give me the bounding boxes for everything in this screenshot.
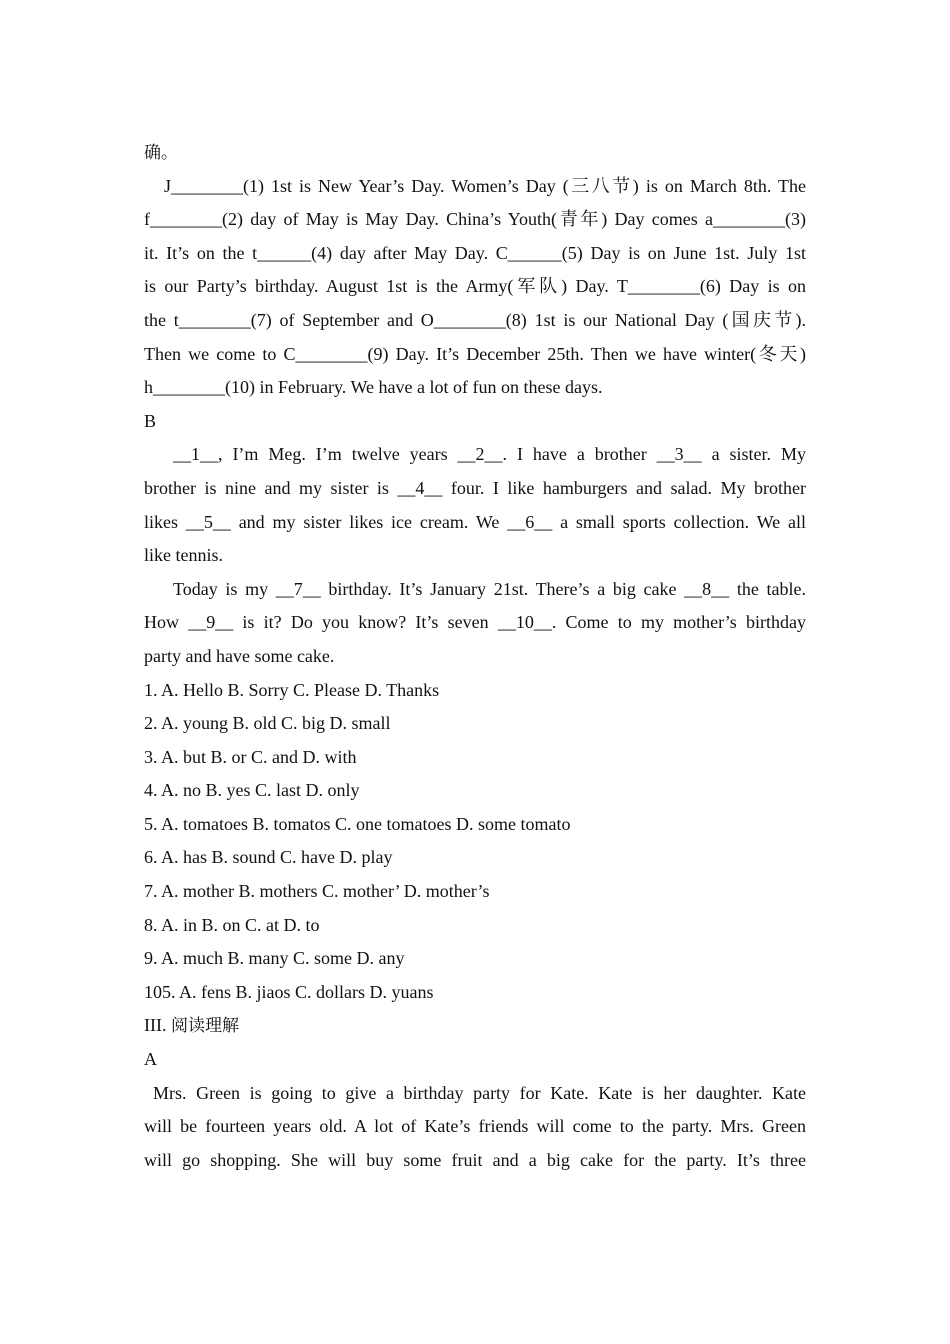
option-line: 2. A. young B. old C. big D. small xyxy=(144,713,391,734)
passage-b-line-4: like tennis. xyxy=(144,545,223,566)
fill-line-6: Then we come to C________(9) Day. It’s December 25th. Then we have winter(冬天) xyxy=(144,343,806,364)
document-content xyxy=(144,136,806,1177)
passage-b-line-5: Today is my __7__ birthday. It’s January 21st. There’s a big cake __8__ the table. xyxy=(173,578,806,599)
option-line: 1. A. Hello B. Sorry C. Please D. Thanks xyxy=(144,679,440,700)
option-line: 8. A. in B. on C. at D. to xyxy=(144,914,320,935)
passage-b-line-2: brother is nine and my sister is __4__ four. I like hamburgers and salad. My brother xyxy=(144,477,806,498)
section-b-heading: B xyxy=(144,410,157,431)
intro-tail: 确。 xyxy=(144,143,178,163)
reading-a-line-1: Mrs. Green is going to give a birthday party for Kate. Kate is her daughter. Kate xyxy=(153,1082,806,1103)
option-line: 5. A. tomatoes B. tomatos C. one tomatoes D. some tomato xyxy=(144,813,571,834)
passage-b-line-1: __1__, I’m Meg. I’m twelve years __2__. I have a brother __3__ a sister. My xyxy=(173,444,806,465)
option-line: 6. A. has B. sound C. have D. play xyxy=(144,847,393,868)
passage-b-line-7: party and have some cake. xyxy=(144,645,335,666)
reading-a-line-2: will be fourteen years old. A lot of Kate’s friends will come to the party. Mrs. Green xyxy=(144,1116,806,1137)
option-line: 3. A. but B. or C. and D. with xyxy=(144,746,357,767)
section-iii-heading: III. 阅读理解 xyxy=(144,1015,239,1037)
fill-line-2: f________(2) day of May is May Day. China’s Youth(青年) Day comes a________(3) xyxy=(144,209,806,230)
fill-line-5: the t________(7) of September and O________(8) 1st is our National Day (国庆节). xyxy=(144,309,806,330)
option-line: 4. A. no B. yes C. last D. only xyxy=(144,780,360,801)
passage-b-line-6: How __9__ is it? Do you know? It’s seven __10__. Come to my mother’s birthday xyxy=(144,612,806,633)
option-line: 9. A. much B. many C. some D. any xyxy=(144,948,405,969)
section-iii-subheading: A xyxy=(144,1049,157,1070)
reading-a-line-3: will go shopping. She will buy some fruit and a big cake for the party. It’s three xyxy=(144,1149,806,1170)
option-line: 7. A. mother B. mothers C. mother’ D. mother’s xyxy=(144,881,490,902)
fill-line-3: it. It’s on the t______(4) day after May Day. C______(5) Day is on June 1st. July 1st xyxy=(144,242,806,263)
fill-line-7: h________(10) in February. We have a lot of fun on these days. xyxy=(144,377,603,398)
fill-line-1: J________(1) 1st is New Year’s Day. Women’s Day (三八节) is on March 8th. The xyxy=(164,175,806,196)
option-line: 105. A. fens B. jiaos C. dollars D. yuans xyxy=(144,981,434,1002)
fill-line-4: is our Party’s birthday. August 1st is the Army(军队) Day. T________(6) Day is on xyxy=(144,276,806,297)
passage-b-line-3: likes __5__ and my sister likes ice cream. We __6__ a small sports collection. We all xyxy=(144,511,806,532)
